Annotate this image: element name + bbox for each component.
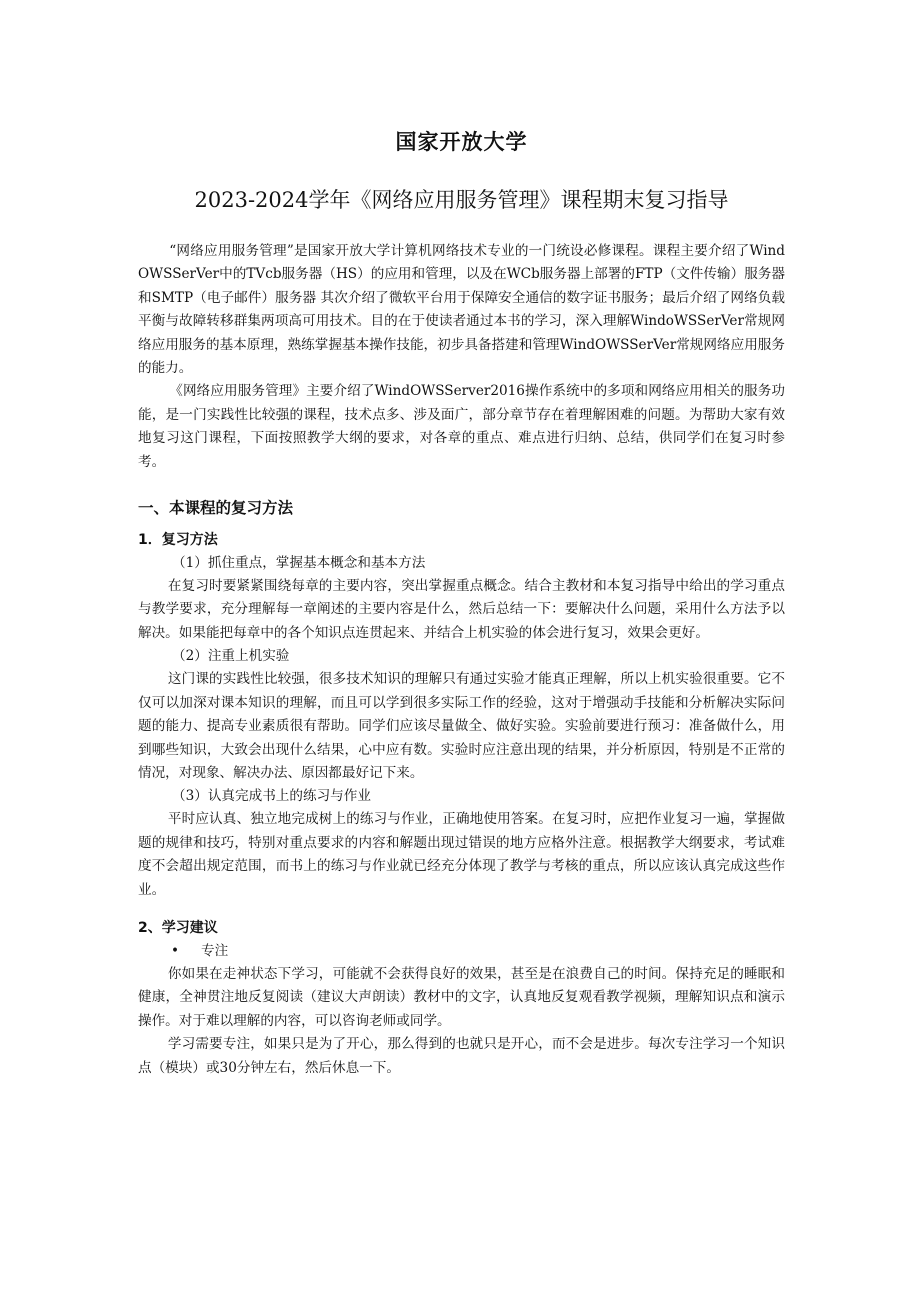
focus-paragraph-1: 你如果在走神状态下学习，可能就不会获得良好的效果，甚至是在浪费自己的时间。保持充足的睡眠和健康，全神贯注地反复阅读（建议大声朗读）教材中的文字，认真地反复观看教学视频，理解知识点和演示操作。对于难以理解的内容，可以咨询老师或同学。: [138, 965, 785, 1029]
document-title: 国家开放大学: [395, 129, 528, 154]
section-heading-review-methods: 一、本课程的复习方法: [138, 499, 294, 518]
focus-paragraph-2: 学习需要专注，如果只是为了开心，那么得到的也就只是开心，而不会是进步。每次专注学习一个知识点（模块）或30分钟左右，然后休息一下。: [138, 1036, 785, 1076]
item-heading-2: （2）注重上机实验: [172, 648, 290, 665]
item-heading-1: （1）抓住重点，掌握基本概念和基本方法: [172, 555, 426, 572]
item-heading-3: （3）认真完成书上的练习与作业: [172, 788, 371, 805]
bullet-dot-icon: •: [171, 942, 180, 959]
item-text-1: 在复习时要紧紧围绕每章的主要内容，突出掌握重点概念。结合主教材和本复习指导中给出的学习重点与教学要求，充分理解每一章阐述的主要内容是什么，然后总结一下：要解决什么问题，采用什么方法予以解决。如果能把每章中的各个知识点连贯起来、并结合上机实验的体会进行复习，效果会更好。: [138, 578, 785, 641]
subsection-heading-review-methods: 1．复习方法: [138, 532, 218, 549]
item-text-2: 这门课的实践性比较强，很多技术知识的理解只有通过实验才能真正理解，所以上机实验很重要。它不仅可以加深对课本知识的理解，而且可以学到很多实际工作的经验，这对于增强动手技能和分析解决实际问题的能力、提高专业素质很有帮助。同学们应该尽量做全、做好实验。实验前要进行预习：准备做什么，用到哪些知识，大致会出现什么结果，心中应有数。实验时应注意出现的结果，并分析原因，特别是不正常的情况，对现象、解决办法、原因都最好记下来。: [138, 671, 785, 781]
intro-paragraph-1: “网络应用服务管理”是国家开放大学计算机网络技术专业的一门统设必修课程。课程主要介绍了WindOWSSerVer中的TVcb服务器（HS）的应用和管理，以及在WCb服务器上部署的FTP（文件传输）服务器和SMTP（电子邮件）服务器 其次介绍了微软平台用于保障安全通信的数字证书服务；最后介绍了网络负载平衡与故障转移群集两项高可用技术。目的在于使读者通过本书的学习，深入理解WindoWSSerVer常规网络应用服务的基本原理，熟练掌握基本操作技能，初步具备搭建和管理WindOWSSerVer常规网络应用服务的能力。: [138, 243, 785, 377]
bullet-label: 专注: [201, 942, 229, 959]
document-subtitle: 2023-2024学年《网络应用服务管理》课程期末复习指导: [194, 188, 729, 212]
intro-paragraph-2: 《网络应用服务管理》主要介绍了WindOWSServer2016操作系统中的多项和网络应用相关的服务功能，是一门实践性比较强的课程，技术点多、涉及面广，部分章节存在着理解困难的问题。为帮助大家有效地复习这门课程，下面按照教学大纲的要求，对各章的重点、难点进行归纳、总结，供同学们在复习时参考。: [138, 383, 785, 470]
subsection-heading-study-tips: 2、学习建议: [138, 919, 218, 936]
bullet-item-focus: [138, 940, 785, 963]
item-text-3: 平时应认真、独立地完成树上的练习与作业，正确地使用答案。在复习时，应把作业复习一遍，掌握做题的规律和技巧，特别对重点要求的内容和解题出现过错误的地方应格外注意。根据教学大纲要求，考试难度不会超出规定范围，而书上的练习与作业就已经充分体现了教学与考核的重点，所以应该认真完成这些作业。: [138, 811, 785, 898]
